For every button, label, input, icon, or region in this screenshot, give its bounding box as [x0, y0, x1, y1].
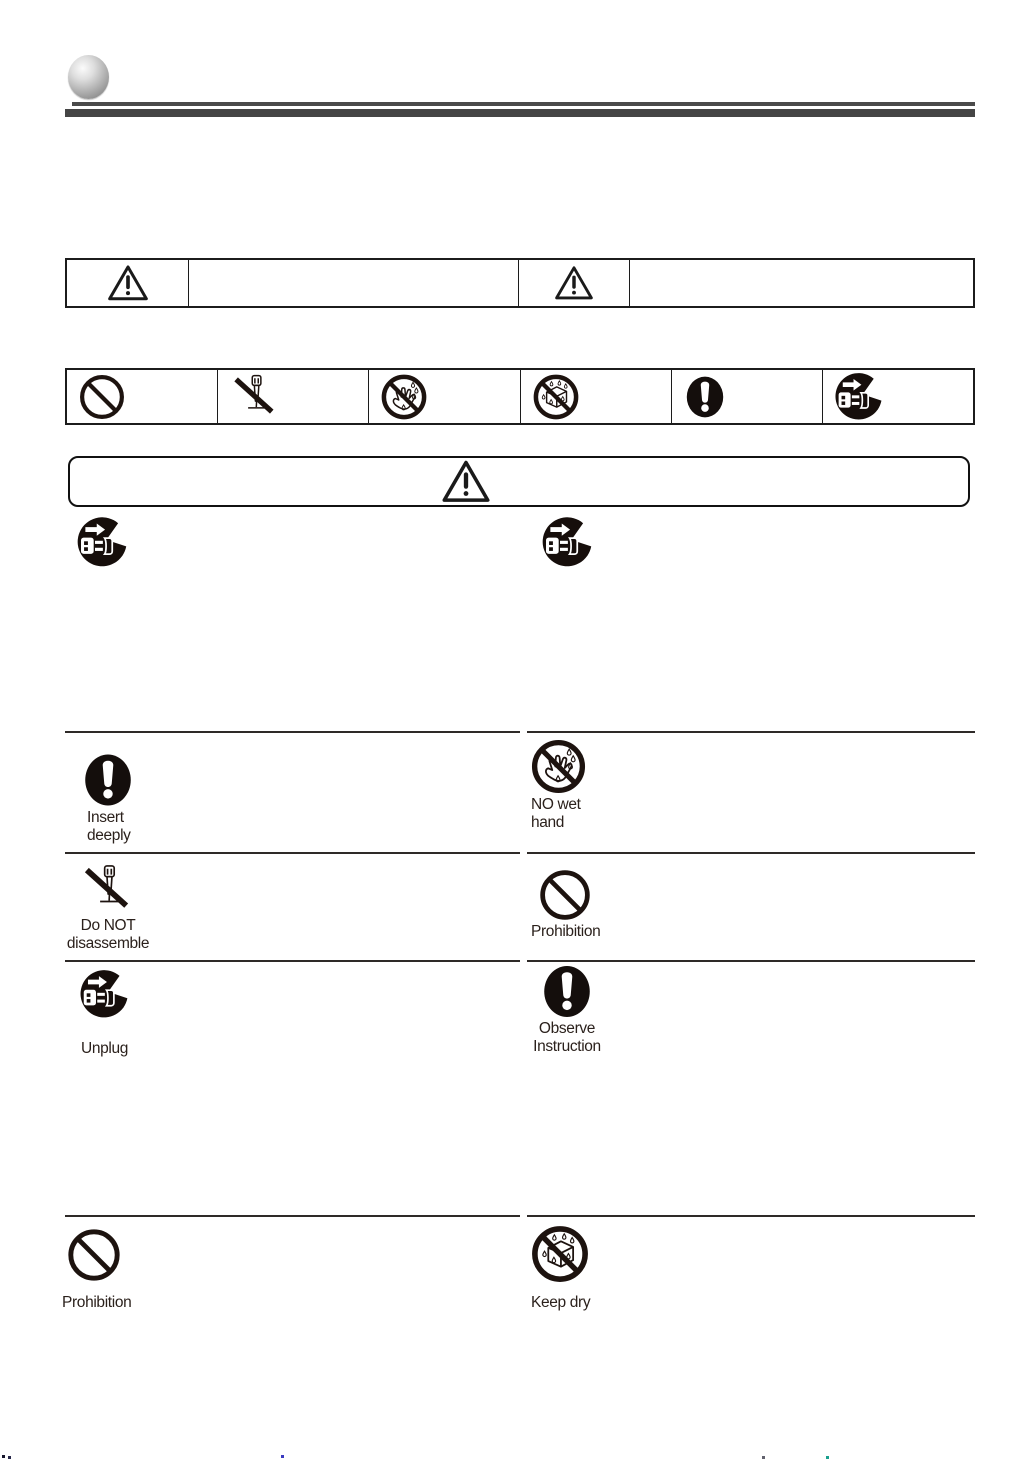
divider: [65, 1215, 520, 1217]
sphere-logo: [68, 55, 109, 99]
caption-observe-instruction: Observe Instruction: [533, 1020, 601, 1055]
legend-cell: [672, 370, 823, 423]
caption-prohibition: Prohibition: [531, 923, 601, 940]
severity-definition-table: [65, 258, 975, 308]
divider: [65, 731, 520, 733]
severity-cell-warning-symbol: [67, 260, 189, 306]
observe-instruction-icon: [542, 963, 592, 1020]
footer-artifact: [2, 1455, 5, 1458]
no-wet-hand-icon: [380, 373, 428, 421]
unplug-icon: [539, 514, 595, 570]
unplug-icon: [74, 514, 130, 570]
warning-triangle-icon: [107, 264, 149, 302]
severity-cell-caution-text: [630, 260, 973, 306]
prohibition-icon: [538, 868, 592, 922]
unplug-icon: [77, 967, 131, 1021]
caption-no-wet-hand: NO wet hand: [531, 796, 581, 831]
legend-cell: [823, 370, 973, 423]
header-thick-rule: [65, 109, 975, 117]
warning-banner: [68, 456, 970, 507]
divider: [527, 852, 975, 854]
prohibition-icon: [66, 1227, 122, 1283]
divider: [527, 960, 975, 962]
legend-cell: [369, 370, 520, 423]
divider: [65, 852, 520, 854]
prohibition-icon: [78, 373, 126, 421]
divider: [527, 1215, 975, 1217]
do-not-disassemble-icon: [79, 861, 132, 918]
legend-cell: [521, 370, 672, 423]
caption-keep-dry: Keep dry: [531, 1294, 591, 1311]
legend-cell: [218, 370, 369, 423]
divider: [65, 960, 520, 962]
severity-cell-caution-symbol: [519, 260, 630, 306]
caption-do-not-disassemble: Do NOT disassemble: [66, 917, 150, 952]
footer-artifact: [281, 1455, 284, 1458]
keep-dry-icon: [530, 1224, 590, 1284]
caption-insert-deeply: Insert deeply: [87, 809, 131, 844]
unplug-icon: [832, 370, 885, 423]
symbol-legend-table: [65, 368, 975, 425]
observe-instruction-icon: [685, 373, 725, 421]
caption-prohibition: Prohibition: [62, 1294, 132, 1311]
warning-triangle-icon: [554, 265, 594, 301]
insert-deeply-icon: [83, 752, 133, 808]
legend-cell: [67, 370, 218, 423]
keep-dry-icon: [532, 373, 580, 421]
no-wet-hand-icon: [530, 738, 587, 795]
warning-triangle-icon: [441, 459, 491, 504]
header-thin-rule: [72, 102, 975, 106]
divider: [527, 731, 975, 733]
do-not-disassemble-icon: [229, 373, 277, 421]
caption-unplug: Unplug: [81, 1040, 129, 1057]
severity-cell-warning-text: [189, 260, 519, 306]
